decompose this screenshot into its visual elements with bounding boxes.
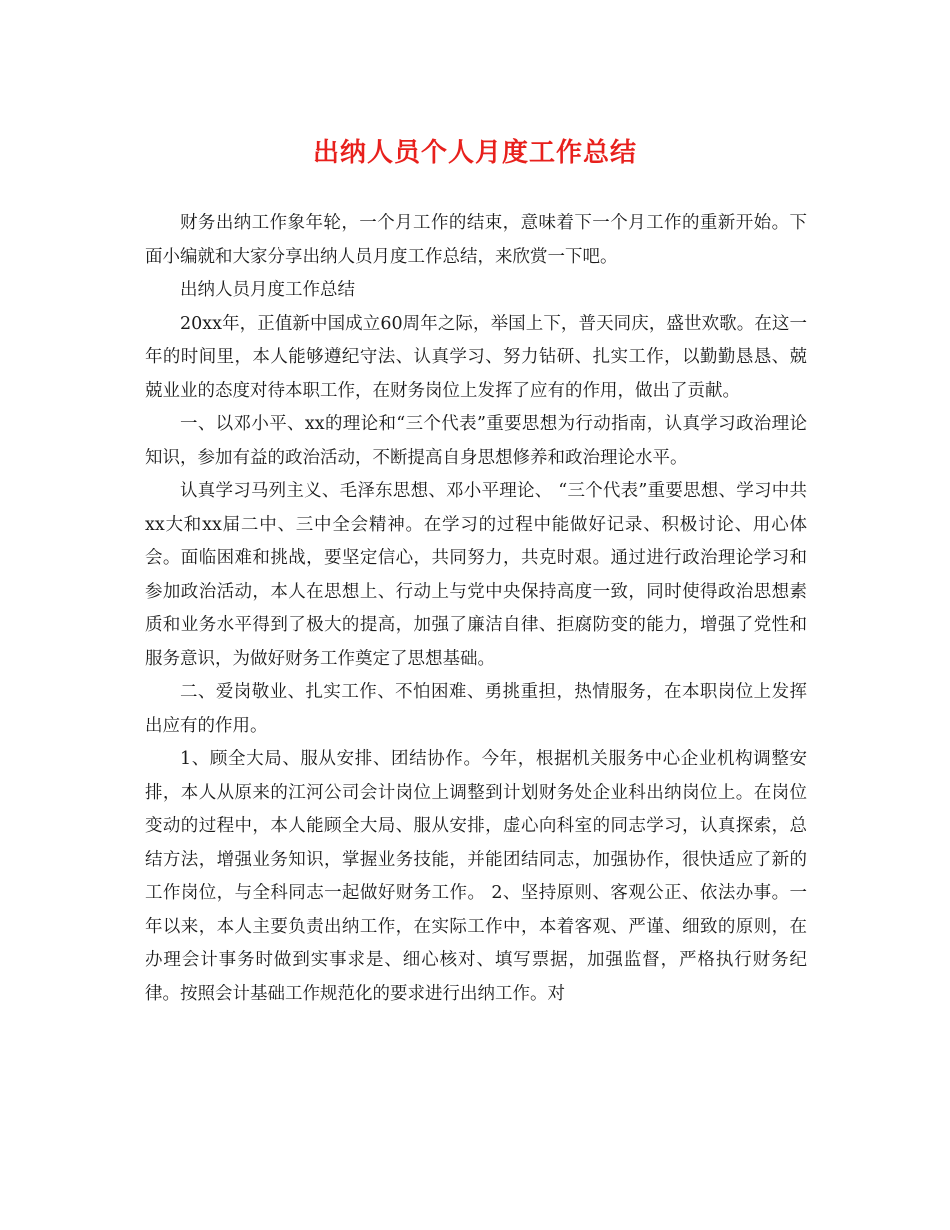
document-body bbox=[145, 207, 807, 1011]
document-title: 出纳人员个人月度工作总结 bbox=[312, 138, 637, 168]
paragraph-section-one: 一、以邓小平、xx的理论和“三个代表”重要思想为行动指南，认真学习政治理论知识，参加有益的政治活动，不断提高自身思想修养和政治理论水平。 bbox=[145, 414, 807, 468]
paragraph-study: 认真学习马列主义、毛泽东思想、邓小平理论、 “三个代表”重要思想、学习中共xx大和xx届二中、三中全会精神。在学习的过程中能做好记录、积极讨论、用心体会。面临困难和挑战，要坚定信心，共同努力，共克时艰。通过进行政治理论学习和参加政治活动，本人在思想上、行动上与党中央保持高度一致，同时使得政治思想素质和业务水平得到了极大的提高，加强了廉洁自律、拒腐防变的能力，增强了党性和服务意识，为做好财务工作奠定了思想基础。 bbox=[145, 481, 807, 669]
paragraph-intro: 财务出纳工作象年轮，一个月工作的结束，意味着下一个月工作的重新开始。下面小编就和大家分享出纳人员月度工作总结，来欣赏一下吧。 bbox=[145, 213, 807, 267]
paragraph-subtitle: 出纳人员月度工作总结 bbox=[180, 280, 355, 300]
paragraph-points: 1、顾全大局、服从安排、团结协作。今年，根据机关服务中心企业机构调整安排，本人从原来的江河公司会计岗位上调整到计划财务处企业科出纳岗位上。在岗位变动的过程中，本人能顾全大局、服从安排，虚心向科室的同志学习，认真探索，总结方法，增强业务知识，掌握业务技能，并能团结同志，加强协作，很快适应了新的工作岗位，与全科同志一起做好财务工作。 2、坚持原则、客观公正、依法办事。一年以来，本人主要负责出纳工作，在实际工作中，本着客观、严谨、细致的原则，在办理会计事务时做到实事求是、细心核对、填写票据，加强监督，严格执行财务纪律。按照会计基础工作规范化的要求进行出纳工作。对 bbox=[145, 749, 807, 1004]
paragraph-year-summary: 20xx年，正值新中国成立60周年之际，举国上下，普天同庆，盛世欢歌。在这一年的时间里，本人能够遵纪守法、认真学习、努力钻研、扎实工作，以勤勤恳恳、兢兢业业的态度对待本职工作，在财务岗位上发挥了应有的作用，做出了贡献。 bbox=[145, 313, 807, 401]
paragraph-section-two: 二、爱岗敬业、扎实工作、不怕困难、勇挑重担，热情服务，在本职岗位上发挥出应有的作用。 bbox=[145, 682, 807, 736]
